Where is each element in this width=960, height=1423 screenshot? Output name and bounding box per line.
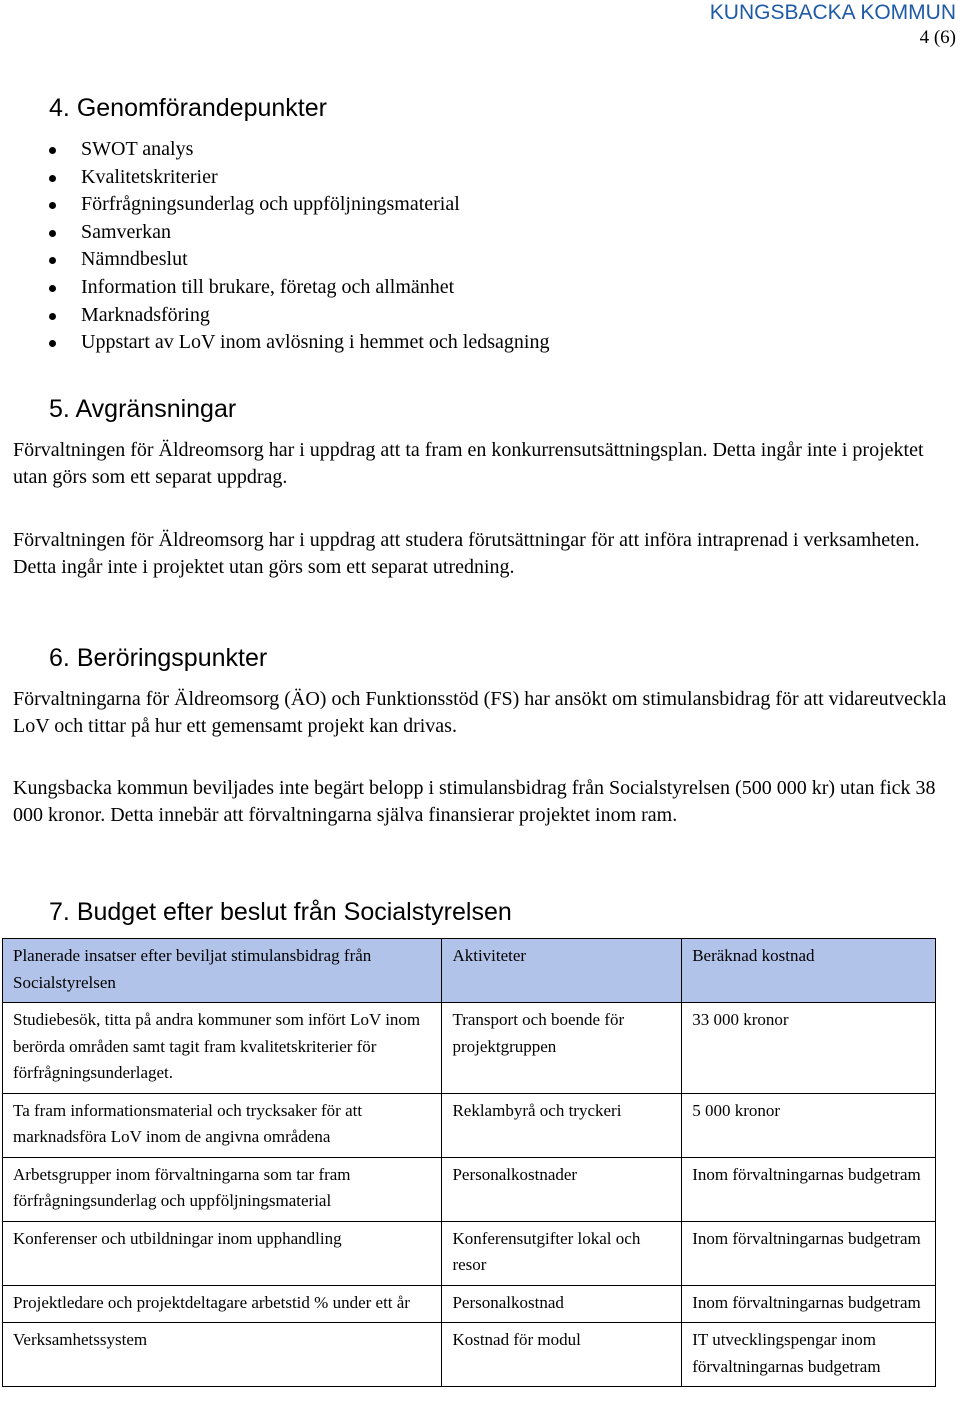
table-row: [3, 1221, 936, 1285]
table-cell: Inom förvaltningarnas budgetram: [682, 1157, 936, 1221]
section-5-heading: [49, 394, 236, 424]
section-title: Beröringspunkter: [76, 644, 268, 672]
implementation-points-list: [0, 136, 549, 357]
paragraph: Förvaltningen för Äldreomsorg har i uppdrag att ta fram en konkurrensutsättningsplan. Detta ingår inte i projektet utan görs som ett separat uppdrag.: [13, 439, 924, 488]
table-cell: Arbetsgrupper inom förvaltningarna som tar fram förfrågningsunderlag och uppföljningsmaterial: [3, 1157, 442, 1221]
section-number: 4.: [49, 94, 70, 122]
table-cell: Konferenser och utbildningar inom upphandling: [3, 1221, 442, 1285]
column-header: Beräknad kostnad: [682, 939, 936, 1003]
table-cell: Personalkostnad: [442, 1285, 682, 1323]
section-title: Genomförandepunkter: [76, 94, 327, 122]
list-item: Uppstart av LoV inom avlösning i hemmet och ledsagning: [0, 329, 549, 357]
table-cell: Transport och boende för projektgruppen: [442, 1003, 682, 1094]
paragraph: Förvaltningen för Äldreomsorg har i uppdrag att studera förutsättningar för att införa intraprenad i verksamheten. Detta ingår inte i projektet utan görs som ett separat utredning.: [13, 529, 920, 578]
table-row: [3, 1093, 936, 1157]
list-item: Samverkan: [0, 219, 549, 247]
organization-name: KUNGSBACKA KOMMUN: [709, 1, 956, 24]
table-cell: Konferensutgifter lokal och resor: [442, 1221, 682, 1285]
table-cell: Personalkostnader: [442, 1157, 682, 1221]
list-item: Nämndbeslut: [0, 246, 549, 274]
table-cell: Kostnad för modul: [442, 1323, 682, 1387]
section-title: Avgränsningar: [75, 395, 237, 423]
table-header-row: [3, 939, 936, 1003]
section-number: 5.: [49, 395, 70, 423]
table-row: [3, 1003, 936, 1094]
section-6-heading: [49, 643, 267, 673]
table-cell: 33 000 kronor: [682, 1003, 936, 1094]
page-header: [710, 0, 956, 50]
list-item: Kvalitetskriterier: [0, 164, 549, 192]
paragraph: Förvaltningarna för Äldreomsorg (ÄO) och Funktionsstöd (FS) har ansökt om stimulansbidrag för att vidareutveckla LoV och tittar på hur ett gemensamt projekt kan drivas.: [13, 688, 947, 737]
list-item: Information till brukare, företag och allmänhet: [0, 274, 549, 302]
section-4-heading: [49, 93, 327, 123]
budget-table: [2, 938, 936, 1387]
list-item: Marknadsföring: [0, 302, 549, 330]
table-cell: IT utvecklingspengar inom förvaltningarnas budgetram: [682, 1323, 936, 1387]
table-cell: Ta fram informationsmaterial och trycksaker för att marknadsföra LoV inom de angivna områdena: [3, 1093, 442, 1157]
table-row: [3, 1285, 936, 1323]
table-cell: Inom förvaltningarnas budgetram: [682, 1285, 936, 1323]
section-number: 6.: [49, 644, 70, 672]
table-cell: 5 000 kronor: [682, 1093, 936, 1157]
section-title: Budget efter beslut från Socialstyrelsen: [76, 898, 512, 926]
table-cell: Projektledare och projektdeltagare arbetstid % under ett år: [3, 1285, 442, 1323]
column-header: Planerade insatser efter beviljat stimulansbidrag från Socialstyrelsen: [3, 939, 442, 1003]
table-cell: Inom förvaltningarnas budgetram: [682, 1221, 936, 1285]
list-item: SWOT analys: [0, 136, 549, 164]
table-cell: Verksamhetssystem: [3, 1323, 442, 1387]
paragraph: Kungsbacka kommun beviljades inte begärt belopp i stimulansbidrag från Socialstyrelsen (500 000 kr) utan fick 38 000 kronor. Detta innebär att förvaltningarna själva finansierar projektet inom ram.: [13, 777, 936, 826]
list-item: Förfrågningsunderlag och uppföljningsmaterial: [0, 191, 549, 219]
section-7-heading: [49, 897, 512, 927]
table-cell: Studiebesök, titta på andra kommuner som infört LoV inom berörda områden samt tagit fram kvalitetskriterier för förfrågningsunderlaget.: [3, 1003, 442, 1094]
table-cell: Reklambyrå och tryckeri: [442, 1093, 682, 1157]
page-number: 4 (6): [919, 27, 956, 48]
table-row: [3, 1157, 936, 1221]
column-header: Aktiviteter: [442, 939, 682, 1003]
section-number: 7.: [49, 898, 70, 926]
table-row: [3, 1323, 936, 1387]
